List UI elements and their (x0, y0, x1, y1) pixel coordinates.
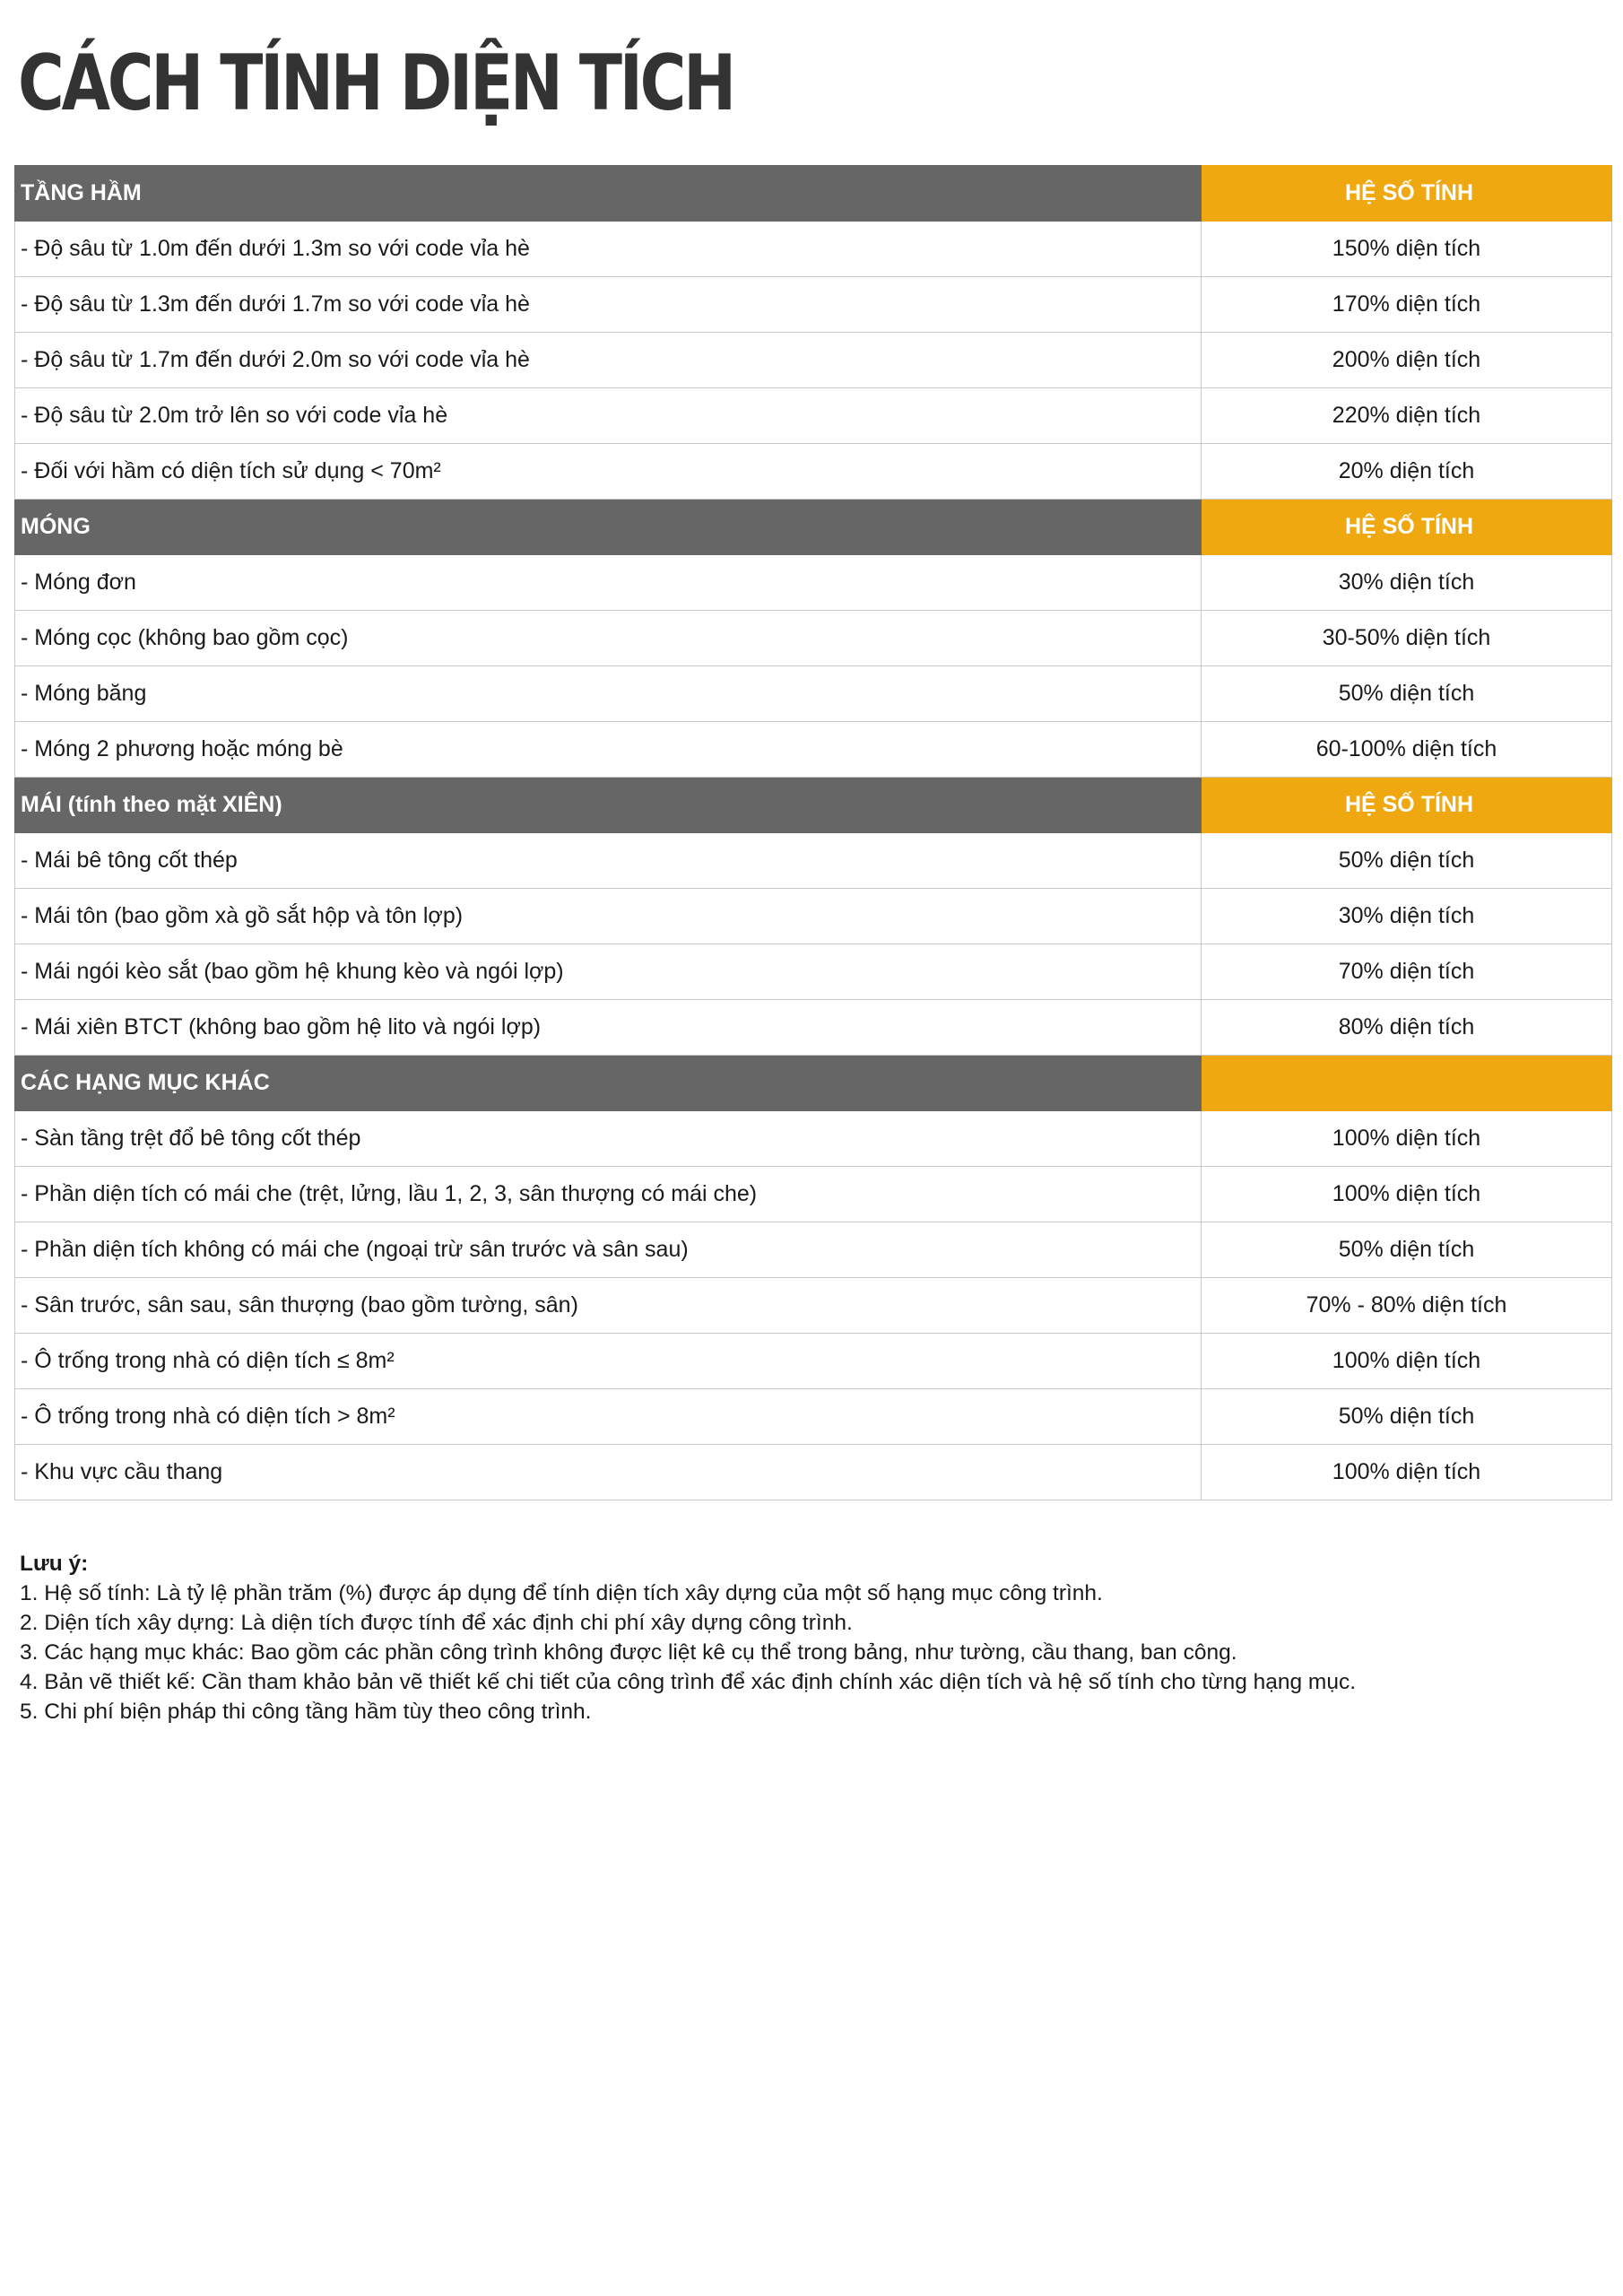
table-row (15, 666, 1612, 722)
note-line: 3. Các hạng mục khác: Bao gồm các phần công trình không được liệt kê cụ thể trong bảng, như tường, cầu thang, ban công. (20, 1640, 1237, 1665)
value-cell: 20% diện tích (1202, 444, 1612, 500)
note-line: 5. Chi phí biện pháp thi công tầng hầm tùy theo công trình. (20, 1700, 592, 1724)
table-row (15, 388, 1612, 444)
table-row (15, 833, 1612, 889)
section-label: TẦNG HẦM (15, 166, 1202, 222)
value-cell: 30% diện tích (1202, 889, 1612, 944)
coefficient-header: HỆ SỐ TÍNH (1202, 500, 1612, 555)
item-cell: - Móng đơn (15, 555, 1202, 611)
value-cell: 70% diện tích (1202, 944, 1612, 1000)
table-row (15, 1445, 1612, 1500)
coefficient-header (1202, 1056, 1612, 1111)
value-cell: 50% diện tích (1202, 833, 1612, 889)
coefficient-header: HỆ SỐ TÍNH (1202, 778, 1612, 833)
section-header-row (15, 778, 1612, 833)
area-coefficient-table (14, 165, 1612, 1500)
item-cell: - Đối với hầm có diện tích sử dụng < 70m² (15, 444, 1202, 500)
table-row (15, 611, 1612, 666)
value-cell: 100% diện tích (1202, 1445, 1612, 1500)
value-cell: 70% - 80% diện tích (1202, 1278, 1612, 1334)
note-line: 1. Hệ số tính: Là tỷ lệ phần trăm (%) được áp dụng để tính diện tích xây dựng của một số hạng mục công trình. (20, 1581, 1103, 1605)
table-row (15, 1389, 1612, 1445)
table-row (15, 1334, 1612, 1389)
item-cell: - Khu vực cầu thang (15, 1445, 1202, 1500)
table-row (15, 889, 1612, 944)
table-row (15, 944, 1612, 1000)
value-cell: 50% diện tích (1202, 1389, 1612, 1445)
item-cell: - Móng 2 phương hoặc móng bè (15, 722, 1202, 778)
value-cell: 150% diện tích (1202, 222, 1612, 277)
table-row (15, 1111, 1612, 1167)
value-cell: 100% diện tích (1202, 1111, 1612, 1167)
item-cell: - Sân trước, sân sau, sân thượng (bao gồm tường, sân) (15, 1278, 1202, 1334)
item-cell: - Mái bê tông cốt thép (15, 833, 1202, 889)
item-cell: - Mái ngói kèo sắt (bao gồm hệ khung kèo và ngói lợp) (15, 944, 1202, 1000)
value-cell: 60-100% diện tích (1202, 722, 1612, 778)
table-row (15, 1278, 1612, 1334)
section-label: CÁC HẠNG MỤC KHÁC (15, 1056, 1202, 1111)
section-header-row (15, 500, 1612, 555)
item-cell: - Phần diện tích không có mái che (ngoại trừ sân trước và sân sau) (15, 1222, 1202, 1278)
value-cell: 30-50% diện tích (1202, 611, 1612, 666)
coefficient-header: HỆ SỐ TÍNH (1202, 166, 1612, 222)
note-line: 4. Bản vẽ thiết kế: Cần tham khảo bản vẽ thiết kế chi tiết của công trình để xác định chính xác diện tích và hệ số tính cho từng hạng mục. (20, 1670, 1357, 1694)
table-row (15, 277, 1612, 333)
item-cell: - Độ sâu từ 1.7m đến dưới 2.0m so với code vỉa hè (15, 333, 1202, 388)
value-cell: 220% diện tích (1202, 388, 1612, 444)
section-header-row (15, 1056, 1612, 1111)
table-row (15, 444, 1612, 500)
notes-heading: Lưu ý: (20, 1552, 89, 1576)
item-cell: - Mái tôn (bao gồm xà gồ sắt hộp và tôn lợp) (15, 889, 1202, 944)
item-cell: - Móng băng (15, 666, 1202, 722)
note-line: 2. Diện tích xây dựng: Là diện tích được tính để xác định chi phí xây dựng công trình. (20, 1611, 853, 1635)
table-row (15, 722, 1612, 778)
item-cell: - Độ sâu từ 2.0m trở lên so với code vỉa hè (15, 388, 1202, 444)
value-cell: 80% diện tích (1202, 1000, 1612, 1056)
value-cell: 170% diện tích (1202, 277, 1612, 333)
section-label: MÓNG (15, 500, 1202, 555)
item-cell: - Ô trống trong nhà có diện tích > 8m² (15, 1389, 1202, 1445)
table-row (15, 1000, 1612, 1056)
value-cell: 30% diện tích (1202, 555, 1612, 611)
item-cell: - Ô trống trong nhà có diện tích ≤ 8m² (15, 1334, 1202, 1389)
item-cell: - Độ sâu từ 1.3m đến dưới 1.7m so với code vỉa hè (15, 277, 1202, 333)
table-row (15, 1222, 1612, 1278)
table-row (15, 333, 1612, 388)
section-header-row (15, 166, 1612, 222)
section-label: MÁI (tính theo mặt XIÊN) (15, 778, 1202, 833)
page-title: CÁCH TÍNH DIỆN TÍCH (18, 39, 733, 128)
value-cell: 50% diện tích (1202, 666, 1612, 722)
table-row (15, 1167, 1612, 1222)
item-cell: - Phần diện tích có mái che (trệt, lửng, lầu 1, 2, 3, sân thượng có mái che) (15, 1167, 1202, 1222)
value-cell: 100% diện tích (1202, 1334, 1612, 1389)
table-row (15, 222, 1612, 277)
value-cell: 50% diện tích (1202, 1222, 1612, 1278)
value-cell: 100% diện tích (1202, 1167, 1612, 1222)
table-row (15, 555, 1612, 611)
item-cell: - Mái xiên BTCT (không bao gồm hệ lito và ngói lợp) (15, 1000, 1202, 1056)
notes-block (20, 1549, 1356, 1726)
item-cell: - Sàn tầng trệt đổ bê tông cốt thép (15, 1111, 1202, 1167)
item-cell: - Độ sâu từ 1.0m đến dưới 1.3m so với code vỉa hè (15, 222, 1202, 277)
value-cell: 200% diện tích (1202, 333, 1612, 388)
item-cell: - Móng cọc (không bao gồm cọc) (15, 611, 1202, 666)
